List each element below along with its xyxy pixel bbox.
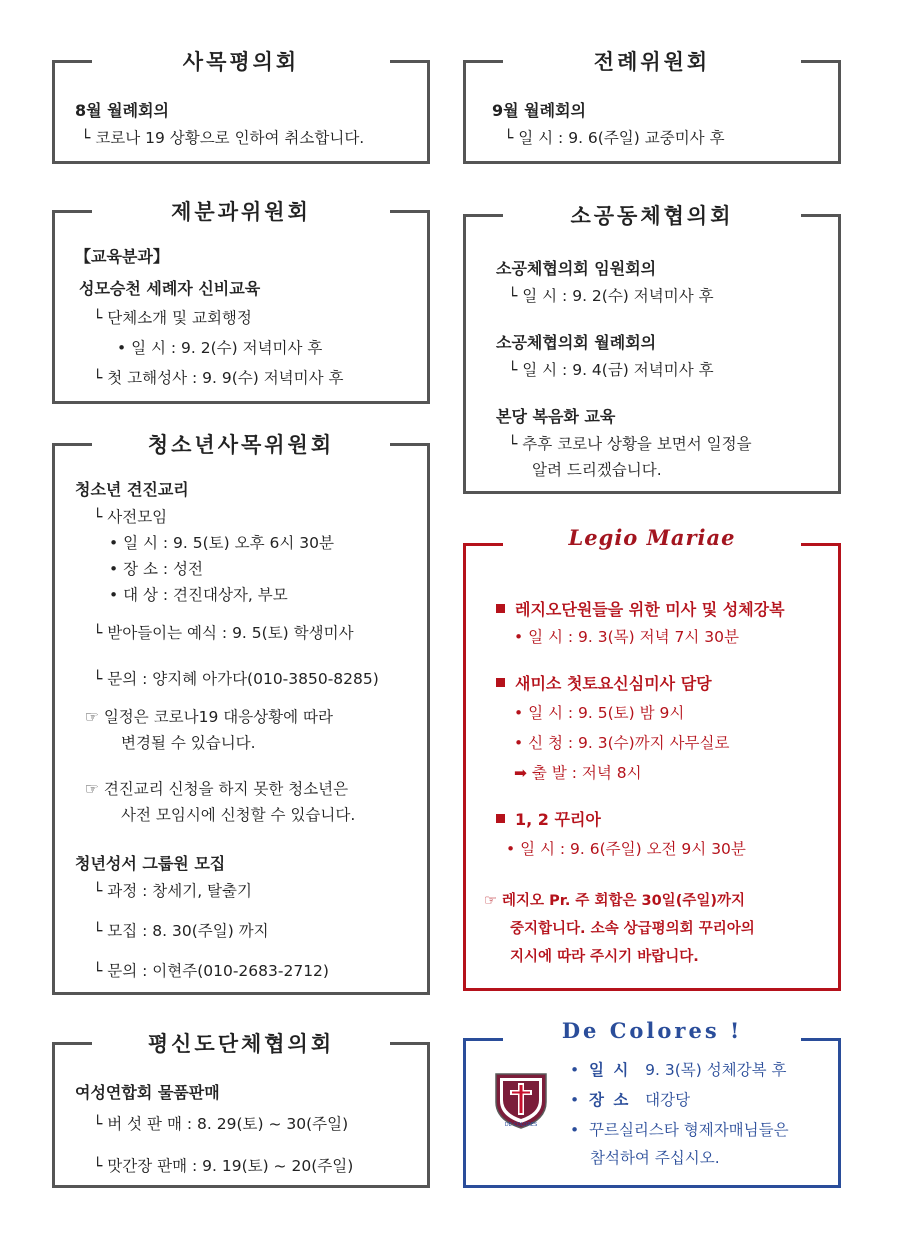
youth-l9: └ 문의 : 이현주(010-2683-2712) (93, 962, 329, 980)
youth-h2: 청년성서 그룹원 모집 (75, 854, 226, 873)
pyeongsin-heading: 여성연합회 물품판매 (75, 1083, 220, 1102)
decolores-v1: 9. 3(목) 성체강복 후 (645, 1061, 787, 1079)
legio-h2: 새미소 첫토요신심미사 담당 (515, 674, 712, 693)
jebun-line1: └ 단체소개 및 교회행정 (93, 309, 252, 327)
jebun-title: 제분과위원회 (153, 200, 329, 224)
youth-l4: • 대 상 : 견진대상자, 부모 (109, 586, 288, 604)
legio-l5: • 일 시 : 9. 6(주일) 오전 9시 30분 (506, 840, 746, 858)
jeonrye-title: 전례위원회 (576, 50, 728, 74)
youth-l8: └ 모집 : 8. 30(주일) 까지 (93, 922, 269, 940)
jebun-section: 【교육분과】 (75, 247, 169, 266)
legio-l2: • 일 시 : 9. 5(토) 밤 9시 (514, 704, 685, 722)
sogong-l2: └ 일 시 : 9. 4(금) 저녁미사 후 (508, 361, 714, 379)
decolores-emblem-icon (490, 1068, 552, 1130)
youth-l1: └ 사전모임 (93, 508, 168, 526)
legio-n2: 중지합니다. 소속 상급평의회 꾸리아의 (510, 921, 755, 937)
youth-l5: └ 받아들이는 예식 : 9. 5(토) 학생미사 (93, 624, 354, 642)
youth-l6: └ 문의 : 양지혜 아가다(010-3850-8285) (93, 670, 379, 688)
youth-l7: └ 과정 : 창세기, 탈출기 (93, 882, 252, 900)
square-bullet-icon (496, 604, 505, 613)
jebun-panel (52, 200, 430, 404)
square-bullet-icon (496, 678, 505, 687)
legio-n3: 지시에 따라 주시기 바랍니다. (510, 949, 699, 965)
decolores-l3a: 꾸르실리스타 형제자매님들은 (589, 1121, 789, 1139)
jeonrye-line: └ 일 시 : 9. 6(주일) 교중미사 후 (504, 129, 725, 147)
pyeongsin-l1: └ 버 섯 판 매 : 8. 29(토) ~ 30(주일) (93, 1115, 349, 1133)
pyeongsin-panel (52, 1032, 430, 1188)
youth-l3: • 장 소 : 성전 (109, 560, 203, 578)
legio-title: Legio Mariae (551, 525, 754, 550)
youth-panel (52, 433, 430, 995)
jeonrye-heading: 9월 월례회의 (492, 101, 586, 120)
youth-l2: • 일 시 : 9. 5(토) 오후 6시 30분 (109, 534, 334, 552)
decolores-panel: De Colores ! DE COLORES • 일 시 9. 3(목) 성체강복 후 • 장 소 대강당 • 꾸르실리스타 형제자매님들은 참석하여 주십시오. (463, 1038, 841, 1188)
youth-h1: 청소년 견진교리 (75, 480, 189, 499)
samok-line: └ 코로나 19 상황으로 인하여 취소합니다. (81, 129, 365, 147)
legio-l3: • 신 청 : 9. 3(수)까지 사무실로 (514, 734, 730, 752)
decolores-k2: 장 소 (589, 1091, 631, 1109)
jeonrye-panel (463, 50, 841, 164)
decolores-title: De Colores ! (544, 1018, 760, 1043)
sogong-panel (463, 204, 841, 494)
pyeongsin-title: 평신도단체협의회 (130, 1032, 352, 1056)
sogong-title: 소공동체협의회 (552, 204, 751, 228)
legio-h1: 레지오단원들을 위한 미사 및 성체강복 (515, 600, 785, 619)
pyeongsin-l2: └ 맛간장 판매 : 9. 19(토) ~ 20(주일) (93, 1157, 354, 1175)
legio-n1: ☞ 레지오 Pr. 주 회합은 30일(주일)까지 (484, 893, 745, 909)
legio-l4: ➡ 출 발 : 저녁 8시 (514, 764, 642, 782)
square-bullet-icon (496, 814, 505, 823)
sogong-l1: └ 일 시 : 9. 2(수) 저녁미사 후 (508, 287, 714, 305)
jebun-heading: 성모승천 세례자 신비교육 (79, 279, 261, 298)
sogong-h3: 본당 복음화 교육 (496, 407, 616, 426)
legio-l1: • 일 시 : 9. 3(목) 저녁 7시 30분 (514, 628, 739, 646)
youth-n1a: ☞ 일정은 코로나19 대응상황에 따라 (85, 708, 333, 726)
decolores-k1: 일 시 (589, 1061, 631, 1079)
samok-heading: 8월 월례회의 (75, 101, 169, 120)
jebun-line3: └ 첫 고해성사 : 9. 9(수) 저녁미사 후 (93, 369, 344, 387)
youth-n2b: 사전 모임시에 신청할 수 있습니다. (121, 806, 356, 824)
sogong-h1: 소공체협의회 임원회의 (496, 259, 657, 278)
decolores-v2: 대강당 (645, 1091, 691, 1109)
youth-title: 청소년사목위원회 (130, 433, 352, 457)
samok-title: 사목평의회 (165, 50, 317, 74)
samok-panel (52, 50, 430, 164)
youth-n2a: ☞ 견진교리 신청을 하지 못한 청소년은 (85, 780, 349, 798)
legio-panel (463, 525, 841, 991)
youth-n1b: 변경될 수 있습니다. (121, 734, 256, 752)
jebun-line2: • 일 시 : 9. 2(수) 저녁미사 후 (117, 339, 323, 357)
legio-h3: 1, 2 꾸리아 (515, 810, 601, 829)
sogong-h2: 소공체협의회 월례회의 (496, 333, 657, 352)
sogong-l3a: └ 추후 코로나 상황을 보면서 일정을 (508, 435, 752, 453)
decolores-l3b: 참석하여 주십시오. (590, 1149, 720, 1167)
sogong-l3b: 알려 드리겠습니다. (532, 461, 662, 479)
emblem-text: DE COLORES (504, 1122, 538, 1128)
